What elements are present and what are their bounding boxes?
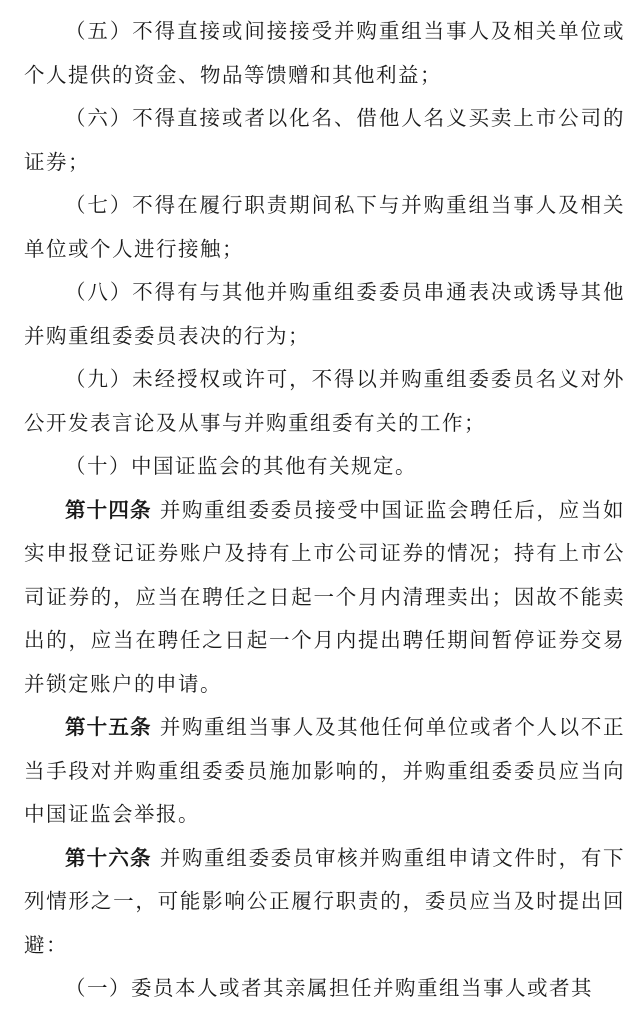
article-text: 并购重组委委员审核并购重组申请文件时，有下列情形之一，可能影响公正履行职责的，委员应当及时提出回避： <box>24 845 626 957</box>
clause-text: （一）委员本人或者其亲属担任并购重组当事人或者其 <box>65 976 593 1000</box>
article-16 <box>24 837 625 968</box>
clause-1 <box>24 967 625 1011</box>
clause-text: （七）不得在履行职责期间私下与并购重组当事人及相关单位或个人进行接触； <box>24 193 625 261</box>
clause-8 <box>24 271 625 358</box>
clause-text: （九）未经授权或许可，不得以并购重组委委员名义对外公开发表言论及从事与并购重组委有关的工作； <box>24 367 625 435</box>
clause-6 <box>24 97 625 184</box>
article-number: 第十六条 <box>65 845 152 870</box>
clause-7 <box>24 184 625 271</box>
article-14 <box>24 489 625 707</box>
clause-5 <box>24 10 625 97</box>
clause-text: （五）不得直接或间接接受并购重组当事人及相关单位或个人提供的资金、物品等馈赠和其他利益； <box>24 19 625 87</box>
clause-text: （十）中国证监会的其他有关规定。 <box>65 454 417 478</box>
article-text: 并购重组委委员接受中国证监会聘任后，应当如实申报登记证券账户及持有上市公司证券的情况；持有上市公司证券的，应当在聘任之日起一个月内清理卖出；因故不能卖出的，应当在聘任之日起一个月内提出聘任期间暂停证券交易并锁定账户的申请。 <box>24 497 626 696</box>
clause-9 <box>24 358 625 445</box>
clause-10 <box>24 445 625 489</box>
article-number: 第十四条 <box>65 497 152 522</box>
article-15 <box>24 706 625 837</box>
article-text: 并购重组当事人及其他任何单位或者个人以不正当手段对并购重组委委员施加影响的，并购重组委委员应当向中国证监会举报。 <box>24 715 626 826</box>
clause-text: （六）不得直接或者以化名、借他人名义买卖上市公司的证券； <box>24 106 625 174</box>
article-number: 第十五条 <box>65 715 152 739</box>
clause-text: （八）不得有与其他并购重组委委员串通表决或诱导其他并购重组委委员表决的行为； <box>24 280 625 348</box>
